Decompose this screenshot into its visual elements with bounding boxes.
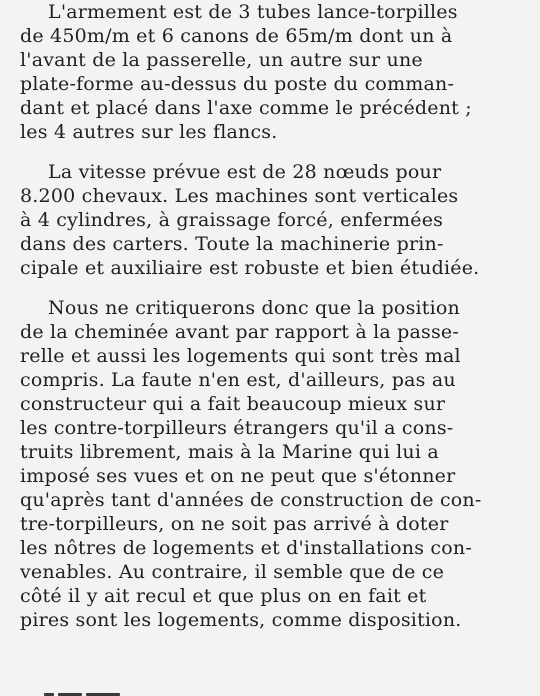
text-line: compris. La faute n'en est, d'ailleurs, pas au — [20, 369, 456, 391]
text-line: qu'après tant d'années de construction de con- — [20, 489, 482, 511]
text-line: venables. Au contraire, il semble que de ce — [20, 561, 445, 583]
text-line: 8.200 chevaux. Les machines sont verticales — [20, 185, 459, 207]
text-line: dant et placé dans l'axe comme le précédent ; — [20, 97, 472, 119]
text-line: de la cheminée avant par rapport à la passe- — [20, 321, 459, 343]
next-line-fragment — [44, 684, 164, 696]
text-line: l'avant de la passerelle, un autre sur une — [20, 49, 423, 71]
text-line: Nous ne critiquerons donc que la position — [48, 297, 460, 319]
text-line: pires sont les logements, comme disposition. — [20, 609, 462, 631]
text-line: les nôtres de logements et d'installations con- — [20, 537, 472, 559]
text-line: les contre-torpilleurs étrangers qu'il a cons- — [20, 417, 454, 439]
text-line: côté il y ait recul et que plus on en fait et — [20, 585, 427, 607]
text-line: les 4 autres sur les flancs. — [20, 121, 278, 143]
text-line: tre-torpilleurs, on ne soit pas arrivé à doter — [20, 513, 449, 535]
text-line: L'armement est de 3 tubes lance-torpilles — [48, 1, 458, 23]
text-line: de 450m/m et 6 canons de 65m/m dont un à — [20, 25, 453, 47]
text-line: à 4 cylindres, à graissage forcé, enfermées — [20, 209, 444, 231]
text-line: cipale et auxiliaire est robuste et bien étudiée. — [20, 257, 480, 279]
text-line: constructeur qui a fait beaucoup mieux sur — [20, 393, 446, 415]
text-line: dans des carters. Toute la machinerie prin- — [20, 233, 444, 255]
text-line: La vitesse prévue est de 28 nœuds pour — [48, 161, 442, 183]
text-line: relle et aussi les logements qui sont très mal — [20, 345, 461, 367]
text-line: truits librement, mais à la Marine qui lui a — [20, 441, 439, 463]
text-line: plate-forme au-dessus du poste du comman- — [20, 73, 455, 95]
text-line: imposé ses vues et on ne peut que s'étonner — [20, 465, 456, 487]
